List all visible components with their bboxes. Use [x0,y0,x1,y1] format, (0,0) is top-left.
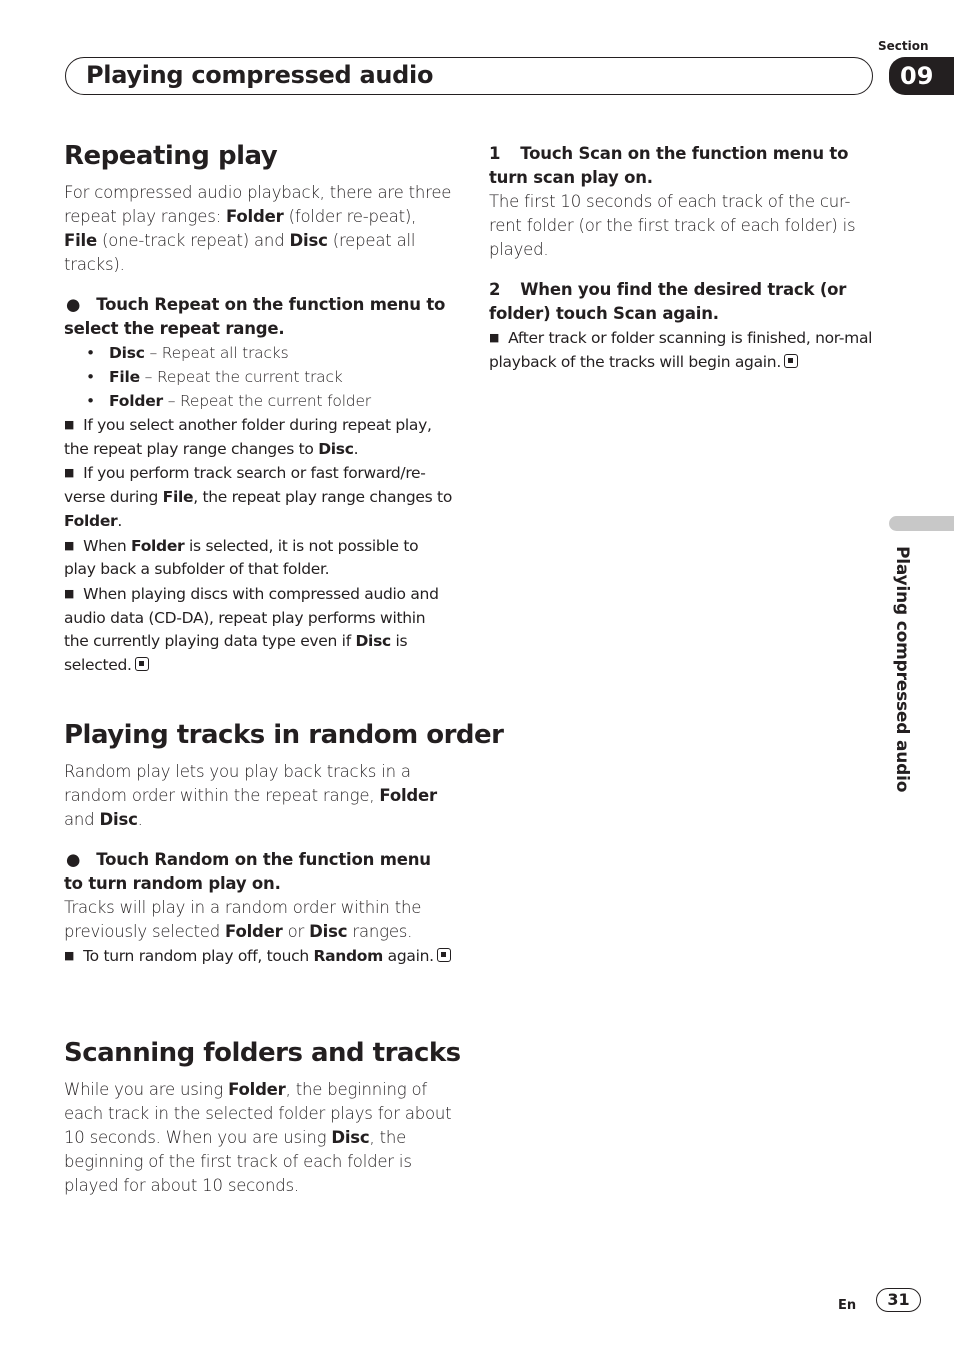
note-square-icon: ■ [64,949,75,962]
scan-intro: While you are using Folder, the beginning of each track in the selected folder plays for about 10 seconds. When you are using Disc, the beginning of the first track of each folder is played for about 10 seconds. [64,1080,452,1195]
section-number-tab: 09 [889,57,954,95]
bullet-icon: • [86,368,95,386]
repeat-intro: For compressed audio playback, there are three repeat play ranges: Folder (folder re-peat), File (one-track repeat) and Disc (repeat all tracks). [64,183,452,274]
step-bullet-icon: ● [66,850,81,869]
scan-step-1-body: The first 10 seconds of each track of the cur-rent folder (or the first track of each folder) is played. [489,192,856,259]
note-square-icon: ■ [64,538,75,552]
page-title: Playing compressed audio [86,61,434,89]
section-label: Section [878,39,929,53]
note-square-icon: ■ [64,466,75,480]
note-square-icon: ■ [64,586,75,600]
step-number: 2 [489,280,501,299]
note-item: ■ If you perform track search or fast forward/re-verse during File, the repeat play range changes to Folder. [64,464,452,530]
page-number: 31 [876,1288,921,1312]
step-number: 1 [489,144,501,163]
note-item: ■ After track or folder scanning is finished, nor-mal playback of the tracks will begin again. [489,329,873,371]
end-of-section-icon [784,354,798,368]
heading-random-order: Playing tracks in random order [64,720,504,750]
list-item: • File – Repeat the current track [64,365,454,389]
repeat-notes [64,413,454,678]
list-item: • Disc – Repeat all tracks [64,341,454,365]
heading-scanning: Scanning folders and tracks [64,1038,461,1068]
list-item: • Folder – Repeat the current folder [64,389,454,413]
repeat-step: ● Touch Repeat on the function menu to select the repeat range. [64,295,446,338]
note-square-icon: ■ [64,418,75,431]
bullet-icon: • [86,344,95,362]
note-square-icon: ■ [489,331,500,344]
scan-step-1: 1 Touch Scan on the function menu to turn scan play on. [489,144,849,187]
side-tab-label: Playing compressed audio [892,546,912,793]
end-of-section-icon [135,657,149,671]
note-item: ■ When playing discs with compressed audio and audio data (CD-DA), repeat play performs within the currently playing data type even if Disc is selected. [64,584,439,675]
note-item: ■ If you select another folder during repeat play, the repeat play range changes to Disc. [64,416,432,458]
note-item: ■ To turn random play off, touch Random again. [64,944,454,969]
end-of-section-icon [437,948,451,962]
repeat-options-list [64,341,454,413]
language-label: En [838,1298,857,1313]
step-bullet-icon: ● [66,295,81,314]
page-header [65,57,873,95]
scan-step-2: 2 When you find the desired track (or folder) touch Scan again. [489,280,847,323]
chapter-side-tab [889,516,954,531]
random-step: ● Touch Random on the function menu to turn random play on. [64,850,431,893]
random-intro: Random play lets you play back tracks in a random order within the repeat range, Folder and Disc. [64,762,437,829]
bullet-icon: • [86,392,95,410]
heading-repeating-play: Repeating play [64,141,278,171]
random-body: Tracks will play in a random order within the previously selected Folder or Disc ranges. [64,898,422,941]
note-item: ■ When Folder is selected, it is not possible to play back a subfolder of that folder. [64,536,419,579]
